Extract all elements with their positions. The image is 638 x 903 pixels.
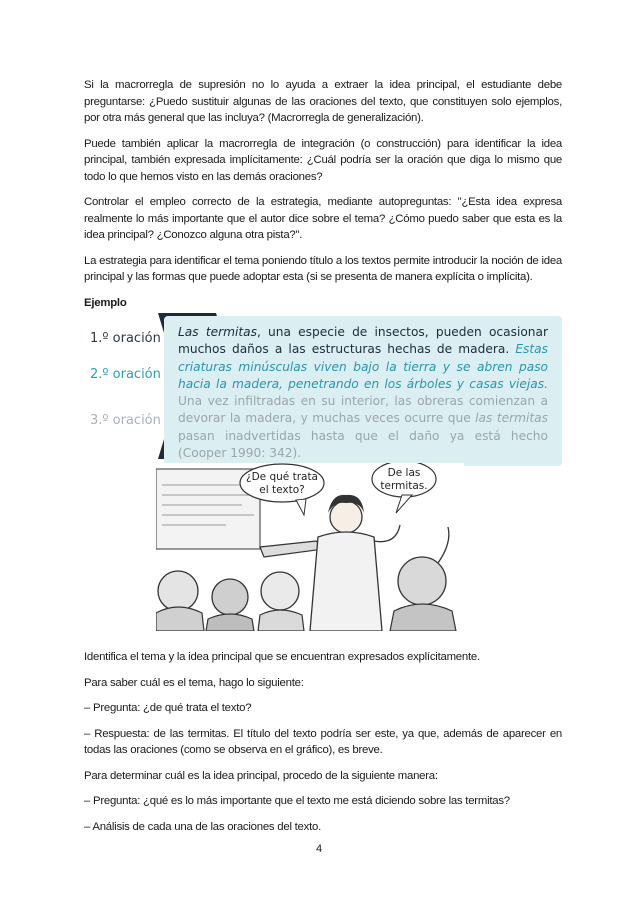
label-sentence-1: 1.º oración — [90, 331, 161, 346]
analysis-text — [84, 649, 562, 844]
bubble-right-line-2: termitas. — [380, 480, 428, 492]
paragraph-autopreguntas: Controlar el empleo correcto de la estrategia, mediante autopreguntas: "¿Esta idea expresa realmente lo más importante que el autor dice sobre el tema? ¿Cómo puedo saber que esta es la idea principal? ¿Conozco alguna otra pista?". — [84, 196, 562, 241]
sentence-3-end: pasan inadvertidas hasta que el daño ya está hecho (Cooper 1990: 342). — [178, 428, 548, 461]
sentence-3-subject: las termitas — [475, 411, 548, 426]
bubble-right-line-1: De las — [387, 467, 421, 479]
sentence-3-start: Una vez infiltradas en su interior, las obreras comienzan a devorar la madera, y muchas veces ocurre que — [178, 394, 548, 426]
paragraph-tema: Para saber cuál es el tema, hago lo siguiente: — [84, 676, 304, 689]
paragraph-analisis: – Análisis de cada una de las oraciones del texto. — [84, 820, 321, 833]
label-sentence-2: 2.º oración — [90, 367, 161, 382]
sentence-1-subject: Las termitas — [178, 325, 257, 339]
bubble-left-line-1: ¿De qué trata — [246, 471, 318, 483]
example-figure — [84, 313, 562, 633]
sentence-1: , una especie de insectos, pueden ocasionar muchos daños a las estructuras hechas de madera. — [178, 325, 548, 357]
example-heading: Ejemplo — [84, 296, 127, 309]
sentence-2: Estas criaturas minúsculas viven bajo la tierra y se abren paso hacia la madera, penetrando en los árboles y casas viejas. — [178, 342, 548, 391]
paragraph-supresion: Si la macrorregla de supresión no lo ayuda a extraer la idea principal, el estudiante debe preguntarse: ¿Puedo sustituir algunas de las oraciones del texto, que constituyen solo ejemplos, por otra más general que las incluya? (Macrorregla de generalización). — [84, 79, 562, 124]
bubble-left-line-2: el texto? — [259, 484, 305, 496]
termite-text-box — [164, 316, 562, 466]
paragraph-respuesta: – Respuesta: de las termitas. El título del texto podría ser este, ya que, además de aparecer en todas las oraciones (como se observa en el gráfico), es breve. — [84, 727, 562, 756]
paragraph-idea-principal: Para determinar cuál es la idea principal, procedo de la siguiente manera: — [84, 769, 438, 782]
paragraph-pregunta-idea: – Pregunta: ¿qué es lo más importante que el texto me está diciendo sobre las termitas? — [84, 795, 510, 807]
page-number: 4 — [315, 843, 323, 855]
paragraph-pregunta-tema: – Pregunta: ¿de qué trata el texto? — [84, 702, 252, 714]
paragraph-integracion: Puede también aplicar la macrorregla de integración (o construcción) para identificar la idea principal, también expresada implícitamente: ¿Cuál podría ser la oración que diga lo mismo que todo lo que hemos visto en las demás oraciones? — [84, 137, 562, 183]
classroom-illustration — [156, 463, 464, 631]
label-sentence-3: 3.º oración — [90, 413, 161, 428]
paragraph-identifica: Identifica el tema y la idea principal que se encuentran expresados explícitamente. — [84, 651, 480, 663]
intro-text — [84, 77, 562, 320]
paragraph-estrategia: La estrategia para identificar el tema poniendo título a los textos permite introducir la noción de idea principal y las formas que puede adoptar esta (si se presenta de manera explícita o implícita). — [84, 254, 562, 283]
